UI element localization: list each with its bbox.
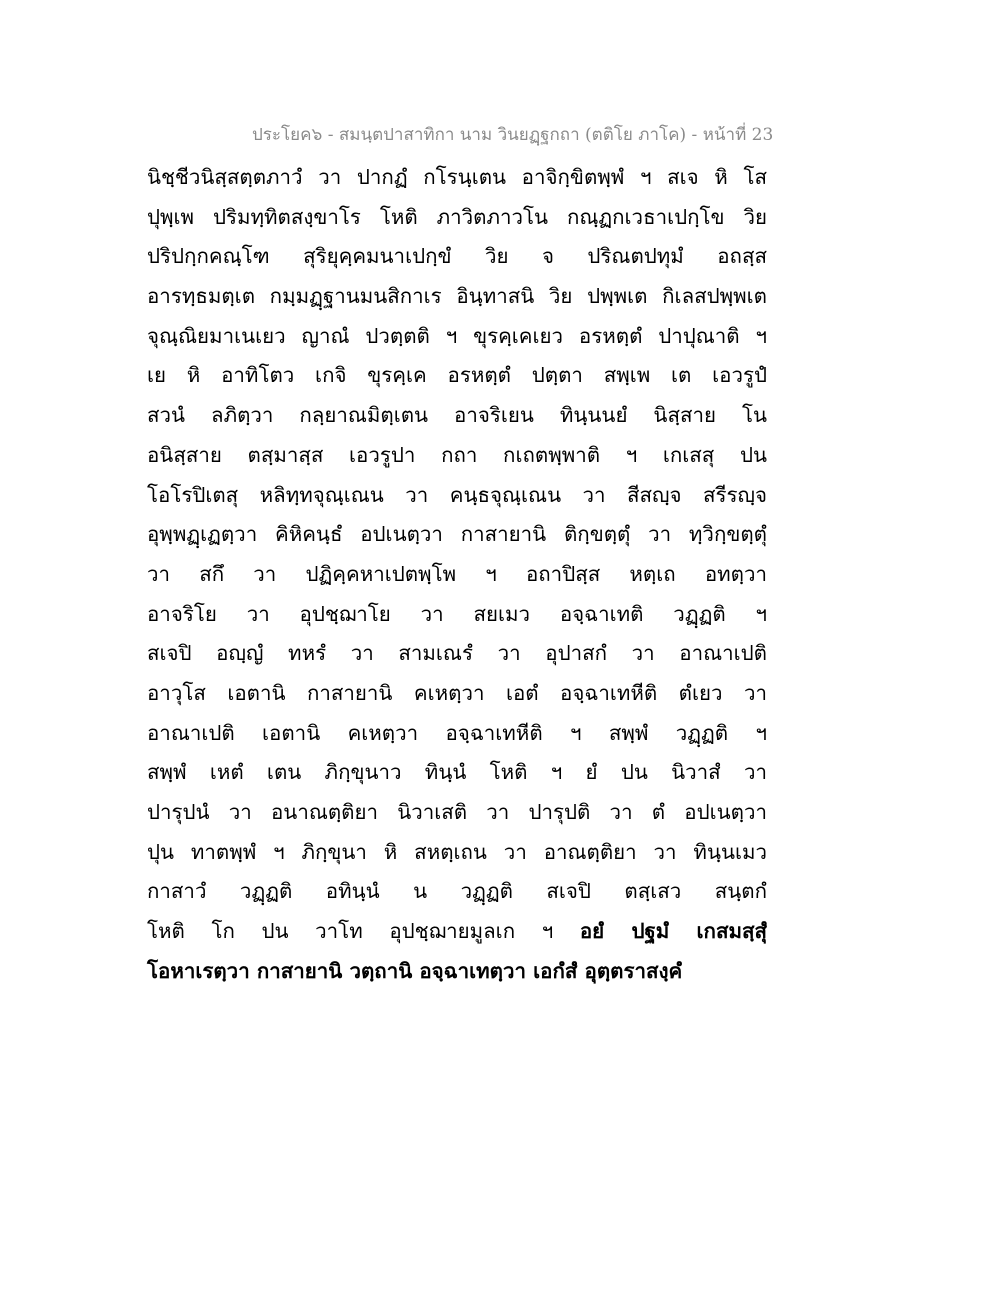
text-line: สวนํ ลภิตฺวา กลฺยาณมิตฺเตน อาจริเยน ทินฺนนยํ นิสฺสาย โน	[147, 403, 767, 428]
text-line: ปริปกฺกคณฺโฑ สุริยุคฺคมนาเปกฺขํ วิย จ ปริณตปทุมํ อถสฺส	[147, 244, 767, 269]
text-run: โหติ โก ปน วาโท อุปชฺฌายมูลเก ฯ	[147, 919, 554, 944]
text-line: ปุน ทาตพฺพํ ฯ ภิกฺขุนา หิ สหตฺเถน วา อาณตฺติยา วา ทินฺนเมว	[147, 839, 767, 864]
text-line: สเจปิ อญฺญํ ทหรํ วา สามเณรํ วา อุปาสกํ วา อาณาเปติ	[147, 641, 767, 666]
text-line: กาสาวํ วฏฺฏติ อทินฺนํ น วฏฺฏติ สเจปิ ตสฺเสว สนฺตกํ	[147, 879, 767, 904]
text-line: ปุพฺเพ ปริมทฺทิตสงฺขาโร โหติ ภาวิตภาวโน กณฺฏกเวธาเปกฺโข วิย	[147, 204, 767, 229]
text-line: อารทฺธมตฺเต กมฺมฏฺฐานมนสิกาเร อินฺทาสนิ วิย ปพฺพเต กิเลสปพฺพเต	[147, 284, 767, 309]
text-line: ปารุปนํ วา อนาณตฺติยา นิวาเสติ วา ปารุปติ วา ตํ อปเนตฺวา	[147, 800, 767, 824]
text-line: อาวุโส เอตานิ กาสายานิ คเหตฺวา เอตํ อจฺฉาเทหีติ ตํเยว วา	[147, 680, 767, 705]
text-line: อาณาเปติ เอตานิ คเหตฺวา อจฺฉาเทหีติ ฯ สพฺพํ วฏฺฏติ ฯ	[147, 720, 767, 745]
text-line: สพฺพํ เหตํ เตน ภิกฺขุนาว ทินฺนํ โหติ ฯ ยํ ปน นิวาสํ วา	[147, 760, 767, 785]
text-line: จุณฺณิยมาเนเยว ญาณํ ปวตฺตติ ฯ ขุรคฺเคเยว อรหตฺตํ ปาปุณาติ ฯ	[147, 323, 767, 348]
text-line: โอโรปิเตสุ หลิทฺทจุณฺเณน วา คนฺธจุณฺเณน วา สีสญฺจ สรีรญฺจ	[147, 482, 767, 507]
page-header: ประโยค๖ - สมนฺตปาสาทิกา นาม วินยฏฺฐกถา (ตติโย ภาโค) - หน้าที่ 23	[252, 125, 774, 145]
text-line	[147, 912, 767, 952]
body-text	[147, 158, 767, 991]
text-line: วา สกึ วา ปฏิคฺคหาเปตพฺโพ ฯ อถาปิสฺส หตฺเถ อทตฺวา	[147, 561, 767, 586]
text-line	[147, 952, 767, 992]
text-line: อุพฺพฏฺเฏตฺวา คิหิคนฺธํ อปเนตฺวา กาสายานิ ติกฺขตฺตุํ วา ทฺวิกฺขตฺตุํ	[147, 522, 767, 547]
text-line: นิชฺชีวนิสฺสตฺตภาวํ วา ปากฏํ กโรนฺเตน อาจิกฺขิตพฺพํ ฯ สเจ หิ โส	[147, 165, 767, 189]
text-line: อนิสฺสาย ตสฺมาสฺส เอวรูปา กถา กเถตพฺพาติ ฯ เกเสสุ ปน	[147, 442, 767, 467]
bold-text-run: โอหาเรตฺวา กาสายานิ วตฺถานิ อจฺฉาเทตฺวา เอกํสํ อุตฺตราสงฺคํ	[147, 958, 683, 983]
bold-text-run: อยํ ปฐมํ เกสมสฺสุํ	[579, 919, 767, 944]
text-line: อาจริโย วา อุปชฺฌาโย วา สยเมว อจฺฉาเทติ วฏฺฏติ ฯ	[147, 601, 767, 626]
text-line: เย หิ อาทิโตว เกจิ ขุรคฺเค อรหตฺตํ ปตฺตา สพฺเพ เต เอวรูปํ	[147, 363, 767, 388]
